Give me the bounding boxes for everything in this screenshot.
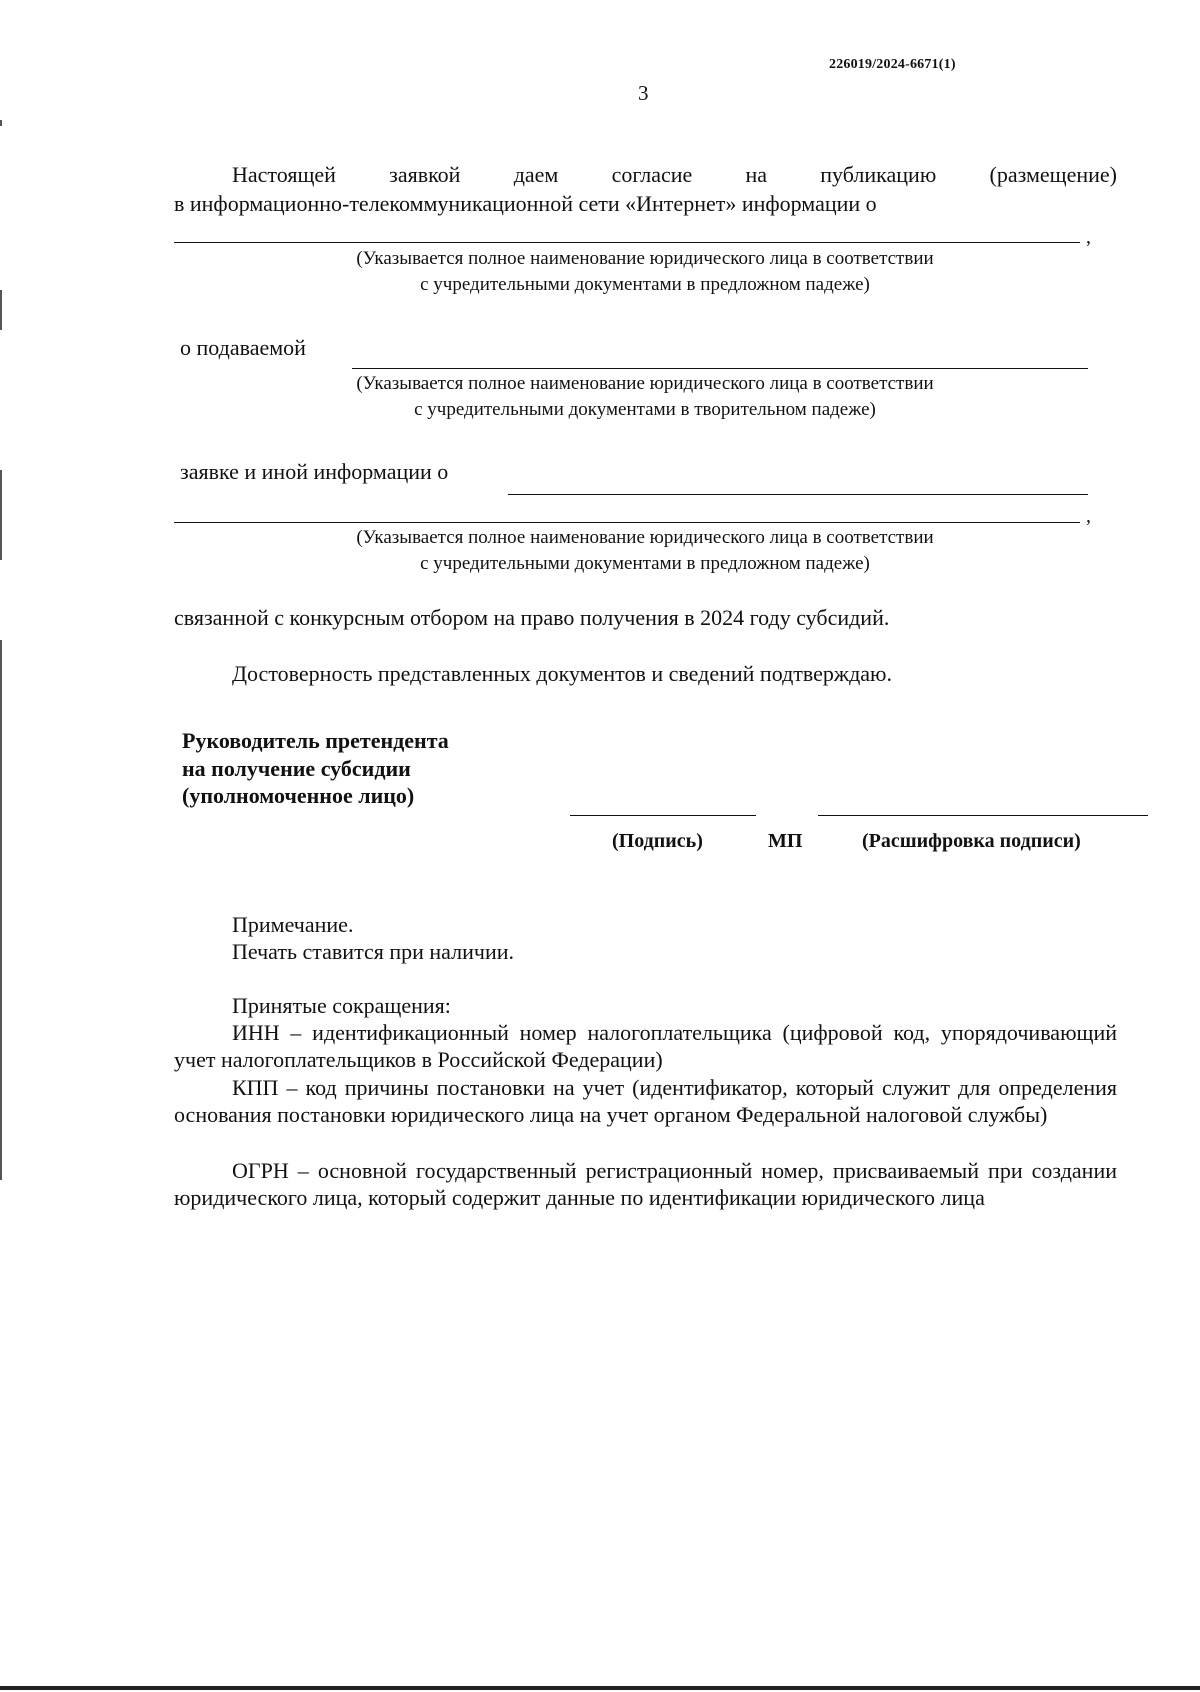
submitted-label: о подаваемой <box>180 335 306 360</box>
consent-line-1: Настоящей заявкой даем согласие на публикацию (размещение) <box>232 162 1117 187</box>
hint-2-line-1: (Указывается полное наименование юридического лица в соответствии <box>356 373 934 394</box>
hint-2-line-2: с учредительными документами в творительном падеже) <box>414 399 876 420</box>
decoding-label: (Расшифровка подписи) <box>862 830 1081 852</box>
page-number: 3 <box>638 81 649 105</box>
signature-field-line[interactable] <box>570 815 756 816</box>
note-text: Печать ставится при наличии. <box>232 939 514 964</box>
field-comma: , <box>1086 226 1091 248</box>
scan-edge-mark <box>0 290 2 330</box>
hint-1-line-1: (Указывается полное наименование юридического лица в соответствии <box>356 248 934 269</box>
stamp-label: МП <box>768 830 803 852</box>
signature-label: (Подпись) <box>612 830 703 852</box>
abbreviations-title: Принятые сокращения: <box>232 993 451 1018</box>
note-title: Примечание. <box>232 912 354 937</box>
abbreviation-ogrn: ОГРН – основной государственный регистрационный номер, присваиваемый при создании юридического лица, который содержит данные по идентификации юридического лица <box>174 1158 1117 1210</box>
field-comma: , <box>1086 505 1091 527</box>
organization-name-field-line-b[interactable] <box>174 522 1080 523</box>
scan-edge-mark <box>0 120 2 126</box>
application-label: заявке и иной информации о <box>180 459 449 484</box>
abbreviation-kpp: КПП – код причины постановки на учет (идентификатор, который служит для определения основания постановки юридического лица на учет органом Федеральной налоговой службы) <box>174 1075 1117 1127</box>
organization-name-prepositional-field-line[interactable] <box>174 242 1080 243</box>
registration-number: 226019/2024-6671(1) <box>829 57 956 72</box>
hint-1-line-2: с учредительными документами в предложном падеже) <box>420 274 870 295</box>
confirmation-text: Достоверность представленных документов и сведений подтверждаю. <box>232 661 892 686</box>
hint-3-line-2: с учредительными документами в предложном падеже) <box>420 553 870 574</box>
consent-line-2: в информационно-телекоммуникационной сети «Интернет» информации о <box>174 191 877 216</box>
organization-name-field-line-a[interactable] <box>508 494 1088 495</box>
scan-bottom-edge <box>0 1686 1200 1690</box>
scan-edge-mark <box>0 640 2 1180</box>
signatory-line-2: на получение субсидии <box>182 756 411 781</box>
organization-name-instrumental-field-line[interactable] <box>352 368 1088 369</box>
selection-text: связанной с конкурсным отбором на право получения в 2024 году субсидий. <box>174 605 890 630</box>
signatory-line-1: Руководитель претендента <box>182 728 449 753</box>
abbreviation-inn: ИНН – идентификационный номер налогоплательщика (цифровой код, упорядочивающий учет налогоплательщиков в Российской Федерации) <box>174 1020 1117 1072</box>
hint-3-line-1: (Указывается полное наименование юридического лица в соответствии <box>356 527 934 548</box>
signature-decoding-field-line[interactable] <box>818 815 1148 816</box>
signatory-line-3: (уполномоченное лицо) <box>182 783 415 808</box>
scan-edge-mark <box>0 470 2 560</box>
